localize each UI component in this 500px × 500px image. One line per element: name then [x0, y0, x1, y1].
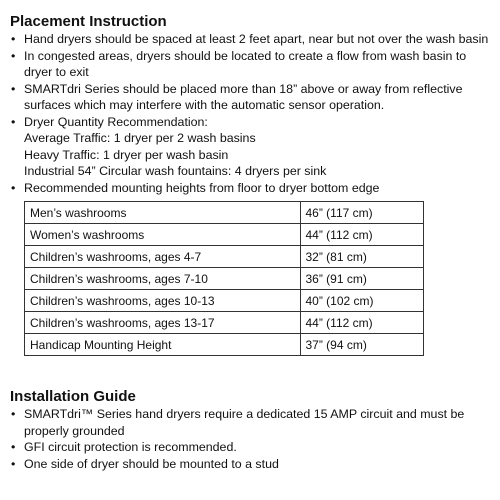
table-cell-location: Men’s washrooms — [25, 202, 301, 224]
table-row — [25, 290, 424, 312]
table-row — [25, 312, 424, 334]
placement-bullet-heights: • Recommended mounting heights from floor to dryer bottom edge — [10, 180, 490, 197]
quantity-line-average: Average Traffic: 1 dryer per 2 wash basins — [24, 131, 256, 145]
table-cell-location: Children’s washrooms, ages 4-7 — [25, 246, 301, 268]
table-row — [25, 224, 424, 246]
table-cell-location: Women’s washrooms — [25, 224, 301, 246]
installation-bullet-list — [10, 406, 490, 472]
table-row — [25, 334, 424, 356]
table-cell-height: 46” (117 cm) — [300, 202, 424, 224]
quantity-line-industrial: Industrial 54” Circular wash fountains: 4 dryers per sink — [24, 164, 327, 178]
table-row — [25, 202, 424, 224]
table-cell-height: 40” (102 cm) — [300, 290, 424, 312]
table-cell-location: Children’s washrooms, ages 13-17 — [25, 312, 301, 334]
table-cell-location: Handicap Mounting Height — [25, 334, 301, 356]
table-cell-location: Children’s washrooms, ages 7-10 — [25, 268, 301, 290]
table-cell-height: 44” (112 cm) — [300, 312, 424, 334]
table-cell-height: 44” (112 cm) — [300, 224, 424, 246]
heights-bullet-list — [10, 180, 490, 197]
table-cell-height: 36” (91 cm) — [300, 268, 424, 290]
installation-bullet-stud: • One side of dryer should be mounted to a stud — [10, 456, 490, 473]
placement-section — [10, 12, 490, 356]
table-cell-height: 32” (81 cm) — [300, 246, 424, 268]
placement-bullet-quantity: • Dryer Quantity Recommendation: — [10, 114, 490, 131]
placement-bullet-reflective: • SMARTdri Series should be placed more than 18” above or away from reflective surfaces which may interfere with the automatic sensor operation. — [10, 81, 490, 114]
placement-title: Placement Instruction — [10, 13, 167, 30]
quantity-recommendation-lines — [10, 130, 490, 180]
installation-bullet-gfi: • GFI circuit protection is recommended. — [10, 439, 490, 456]
placement-bullet-spacing: • Hand dryers should be spaced at least 2 feet apart, near but not over the wash basin — [10, 31, 490, 48]
installation-section — [10, 387, 490, 472]
installation-bullet-circuit: • SMARTdri™ Series hand dryers require a dedicated 15 AMP circuit and must be properly grounded — [10, 406, 490, 439]
mounting-heights-table — [24, 201, 424, 356]
table-row — [25, 246, 424, 268]
placement-bullet-congested: • In congested areas, dryers should be located to create a flow from wash basin to dryer to exit — [10, 48, 490, 81]
placement-bullet-list — [10, 31, 490, 130]
table-cell-height: 37” (94 cm) — [300, 334, 424, 356]
table-cell-location: Children’s washrooms, ages 10-13 — [25, 290, 301, 312]
table-row — [25, 268, 424, 290]
installation-title: Installation Guide — [10, 388, 136, 405]
quantity-line-heavy: Heavy Traffic: 1 dryer per wash basin — [24, 147, 229, 162]
